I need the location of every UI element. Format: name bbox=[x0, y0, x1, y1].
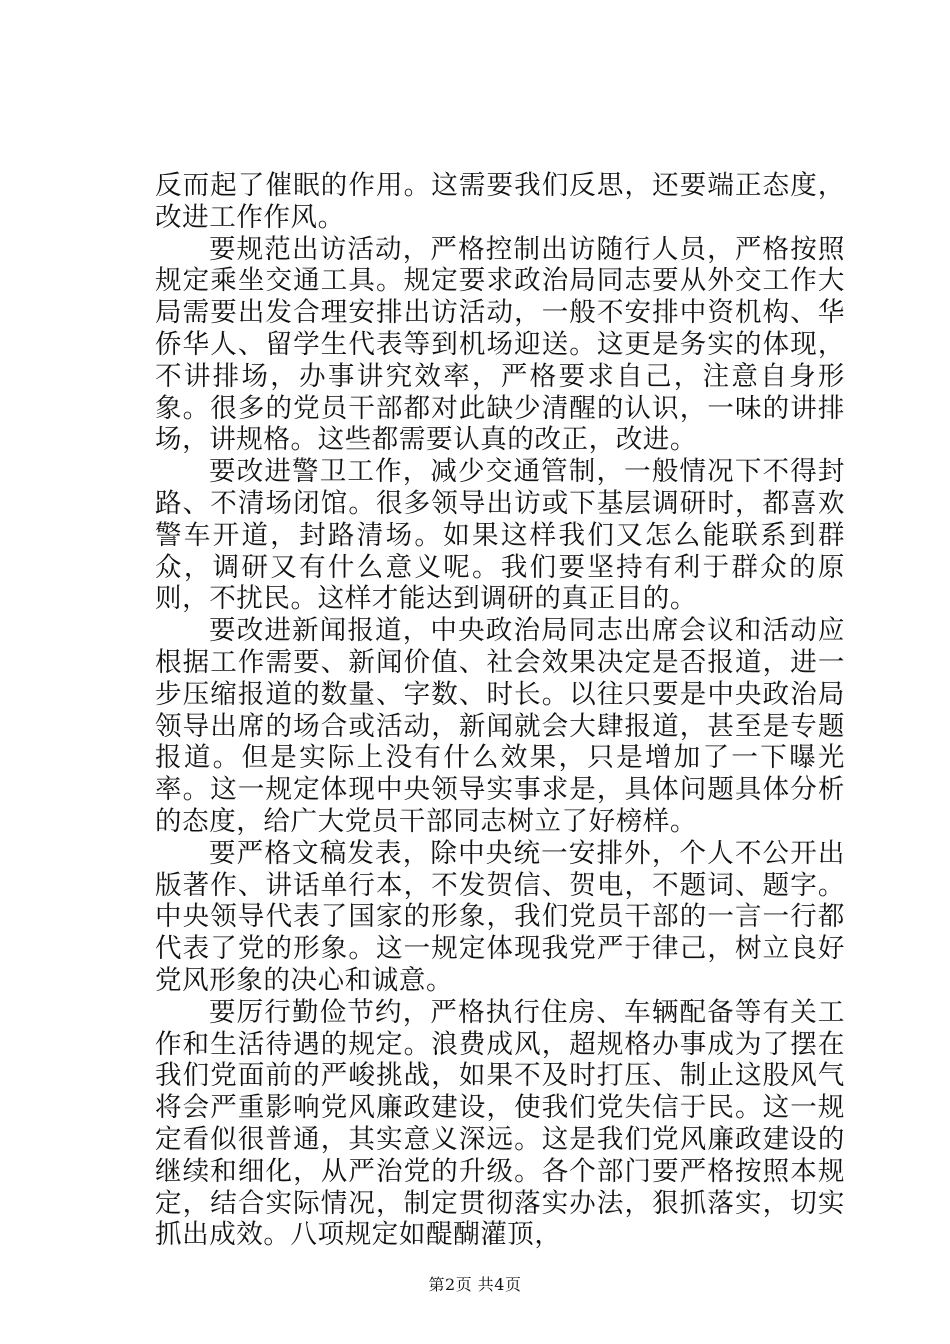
paragraph: 要规范出访活动，严格控制出访随行人员，严格按照规定乘坐交通工具。规定要求政治局同志要从外交工作大局需要出发合理安排出访活动，一般不安排中资机构、华侨华人、留学生代表等到机场迎送。这更是务实的体现，不讲排场，办事讲究效率，严格要求自己，注意自身形象。很多的党员干部都对此缺少清醒的认识，一味的讲排场，讲规格。这些都需要认真的改正，改进。 bbox=[155, 233, 845, 456]
page-number: 第2页 共4页 bbox=[428, 1275, 522, 1294]
paragraph: 要厉行勤俭节约，严格执行住房、车辆配备等有关工作和生活待遇的规定。浪费成风，超规格办事成为了摆在我们党面前的严峻挑战，如果不及时打压、制止这股风气将会严重影响党风廉政建设，使我们党失信于民。这一规定看似很普通，其实意义深远。这是我们党风廉政建设的继续和细化，从严治党的升级。各个部门要严格按照本规定，结合实际情况，制定贯彻落实办法，狠抓落实，切实抓出成效。八项规定如醍醐灌顶， bbox=[155, 996, 845, 1251]
page-footer bbox=[0, 1275, 950, 1295]
paragraph: 要改进新闻报道，中央政治局同志出席会议和活动应根据工作需要、新闻价值、社会效果决定是否报道，进一步压缩报道的数量、字数、时长。以往只要是中央政治局领导出席的场合或活动，新闻就会大肆报道，甚至是专题报道。但是实际上没有什么效果，只是增加了一下曝光率。这一规定体现中央领导实事求是，具体问题具体分析的态度，给广大党员干部同志树立了好榜样。 bbox=[155, 615, 845, 837]
paragraph: 要严格文稿发表，除中央统一安排外，个人不公开出版著作、讲话单行本，不发贺信、贺电，不题词、题字。中央领导代表了国家的形象，我们党员干部的一言一行都代表了党的形象。这一规定体现我党严于律己，树立良好党风形象的决心和诚意。 bbox=[155, 837, 845, 996]
document-body bbox=[155, 170, 845, 1251]
paragraph: 要改进警卫工作，减少交通管制，一般情况下不得封路、不清场闭馆。很多领导出访或下基层调研时，都喜欢警车开道，封路清场。如果这样我们又怎么能联系到群众，调研又有什么意义呢。我们要坚持有利于群众的原则，不扰民。这样才能达到调研的真正目的。 bbox=[155, 456, 845, 615]
paragraph: 反而起了催眠的作用。这需要我们反思，还要端正态度，改进工作作风。 bbox=[155, 170, 845, 233]
